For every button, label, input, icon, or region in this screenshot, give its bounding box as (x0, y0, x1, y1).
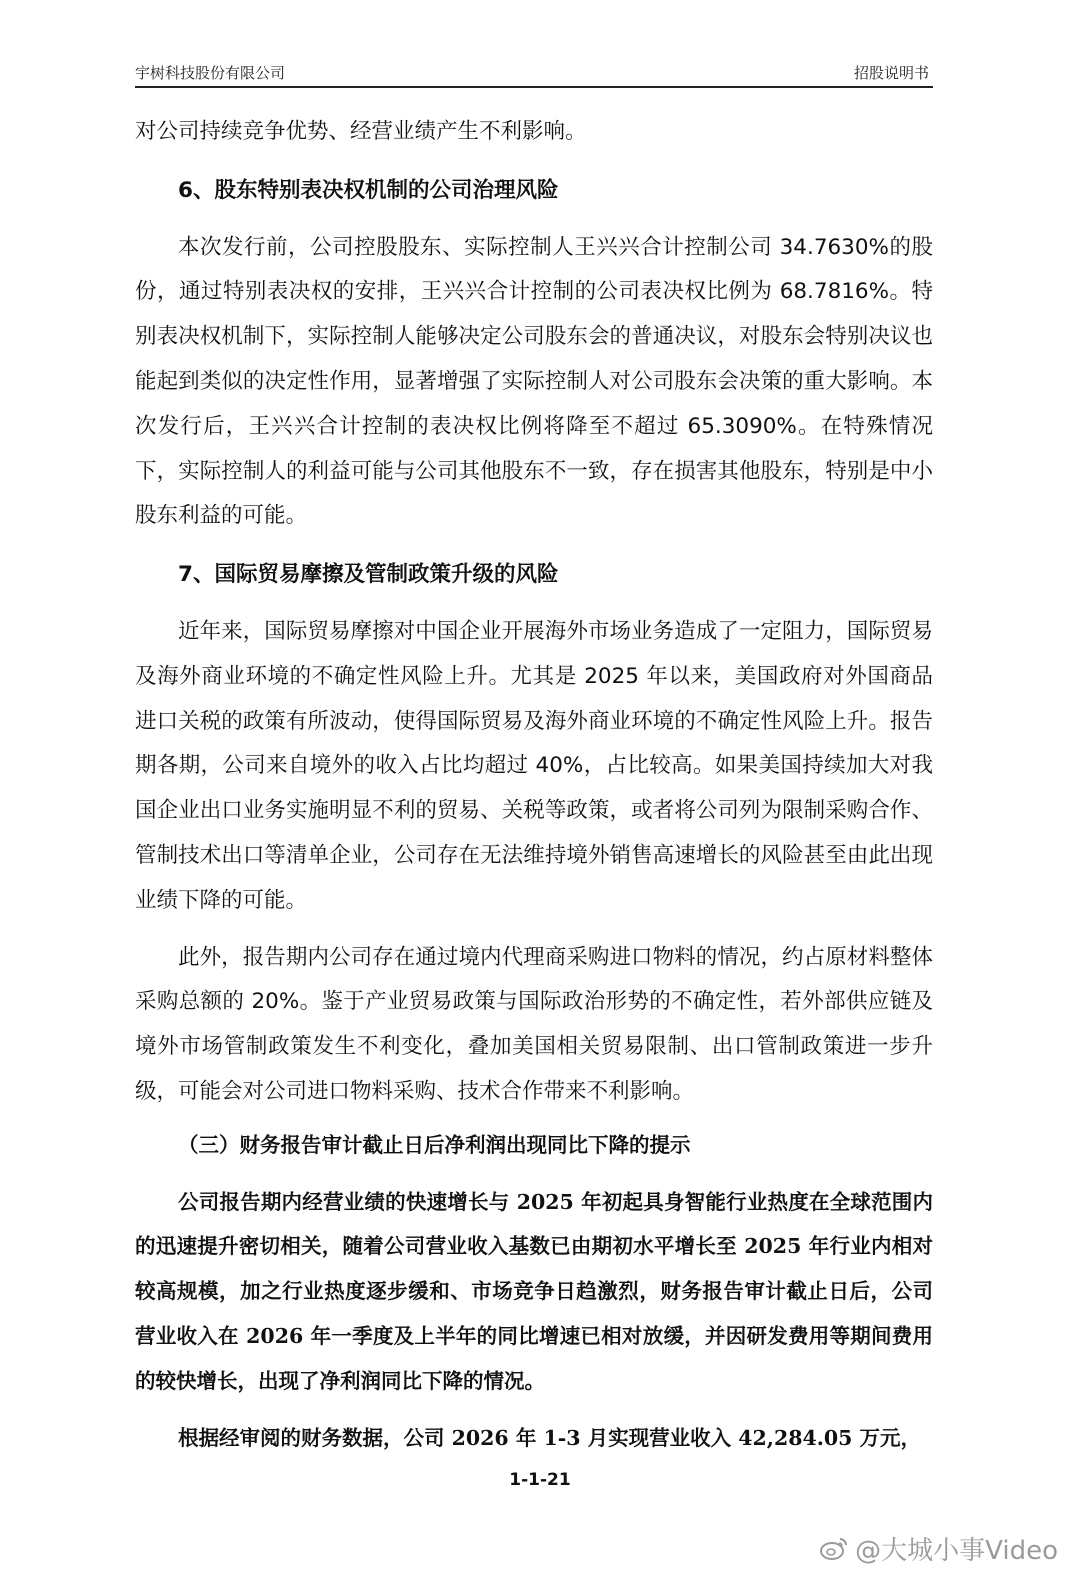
watermark (819, 1530, 1058, 1567)
bold-paragraph-financials: 根据经审阅的财务数据，公司 2026 年 1-3 月实现营业收入 42,284.05 万元， (178, 1425, 922, 1450)
bold-paragraph-performance: 公司报告期内经营业绩的快速增长与 2025 年初起具身智能行业热度在全球范围内的迅速提升密切相关，随着公司营业收入基数已由期初水平增长至 2025 年行业内相对较高规模，加之行业热度逐步缓和、市场竞争日趋激烈，财务报告审计截止日后，公司营业收入在 2026 年一季度及上半年的同比增速已相对放缓，并因研发费用等期间费用的较快增长，出现了净利润同比下降的情况。 (135, 1189, 933, 1393)
paragraph-imported-materials: 此外，报告期内公司存在通过境内代理商采购进口物料的情况，约占原材料整体采购总额的 20%。鉴于产业贸易政策与国际政治形势的不确定性，若外部供应链及境外市场管制政策发生不利变化，叠加美国相关贸易限制、出口管制政策进一步升级，可能会对公司进口物料采购、技术合作带来不利影响。 (135, 944, 933, 1104)
page-number: 1-1-21 (509, 1470, 571, 1490)
page-header (135, 60, 933, 88)
section-heading-3: （三）财务报告审计截止日后净利润出现同比下降的提示 (178, 1132, 691, 1157)
section-heading-6: 6、股东特别表决权机制的公司治理风险 (178, 177, 559, 203)
weibo-icon (819, 1536, 849, 1562)
section-heading-7: 7、国际贸易摩擦及管制政策升级的风险 (178, 562, 559, 588)
paragraph-continued: 对公司持续竞争优势、经营业绩产生不利影响。 (135, 119, 587, 144)
header-doc-type: 招股说明书 (853, 64, 929, 82)
paragraph-trade-friction-risk: 近年来，国际贸易摩擦对中国企业开展海外市场业务造成了一定阻力，国际贸易及海外商业环境的不确定性风险上升。尤其是 2025 年以来，美国政府对外国商品进口关税的政策有所波动，使得国际贸易及海外商业环境的不确定性风险上升。报告期各期，公司来自境外的收入占比均超过 40%，占比较高。如果美国持续加大对我国企业出口业务实施明显不利的贸易、关税等政策，或者将公司列为限制采购合作、管制技术出口等清单企业，公司存在无法维持境外销售高速增长的风险甚至由此出现业绩下降的可能。 (135, 618, 933, 913)
watermark-text: @大城小事Video (855, 1536, 1058, 1566)
header-company: 宇树科技股份有限公司 (135, 64, 286, 82)
paragraph-voting-rights-risk: 本次发行前，公司控股股东、实际控制人王兴兴合计控制公司 34.7630%的股份，通过特别表决权的安排，王兴兴合计控制的公司表决权比例为 68.7816%。特别表决权机制下，实际控制人能够决定公司股东会的普通决议，对股东会特别决议也能起到类似的决定性作用，显著增强了实际控制人对公司股东会决策的重大影响。本次发行后，王兴兴合计控制的表决权比例将降至不超过 65.3090%。在特殊情况下，实际控制人的利益可能与公司其他股东不一致，存在损害其他股东，特别是中小股东利益的可能。 (135, 234, 933, 529)
document-body (135, 110, 933, 1460)
